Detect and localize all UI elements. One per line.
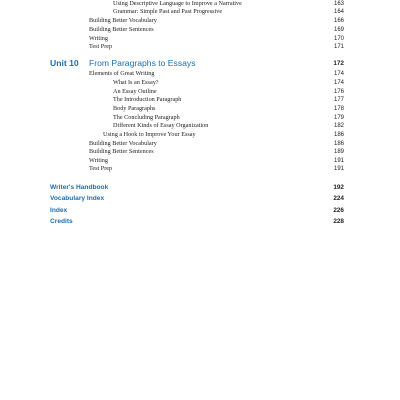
toc-entry — [0, 79, 400, 88]
toc-entry-label: An Essay Outline — [113, 88, 157, 95]
back-matter-entry — [0, 217, 400, 227]
toc-entry — [0, 17, 400, 26]
back-matter-label: Vocabulary Index — [50, 195, 105, 202]
toc-entry — [0, 96, 400, 105]
back-matter-entry — [0, 194, 400, 204]
toc-entry-label: Different Kinds of Essay Organization — [113, 122, 209, 129]
toc-entry — [0, 148, 400, 157]
toc-entry-page: 174 — [333, 71, 344, 77]
toc-entry-label: Using a Hook to Improve Your Essay — [103, 131, 196, 138]
toc-entry-label: Elements of Great Writing — [89, 70, 155, 77]
toc-entry-label: Test Prep — [89, 165, 113, 172]
toc-entry-label: Building Better Sentences — [89, 148, 154, 155]
toc-entry — [0, 165, 400, 174]
unit-number: Unit 10 — [50, 58, 79, 68]
back-matter-page: 226 — [333, 207, 344, 214]
toc-entry — [0, 26, 400, 35]
toc-entry — [0, 131, 400, 140]
toc-entry-label: The Introduction Paragraph — [113, 96, 182, 103]
toc-entry — [0, 122, 400, 131]
toc-entry-page: 171 — [333, 44, 344, 50]
unit-page-number: 172 — [333, 60, 344, 67]
toc-entry-page: 177 — [333, 97, 344, 103]
toc-entry-page: 191 — [333, 166, 344, 172]
toc-entry-page: 179 — [333, 115, 344, 121]
toc-entry-label: Writing — [89, 157, 108, 164]
toc-entry — [0, 8, 400, 17]
toc-entry-page: 186 — [333, 132, 344, 138]
toc-entry-page: 164 — [333, 9, 344, 15]
back-matter-label: Index — [50, 207, 68, 214]
toc-entry-page: 189 — [333, 149, 344, 155]
toc-entry-page: 170 — [333, 36, 344, 42]
back-matter-entry — [0, 183, 400, 193]
back-matter-page: 228 — [333, 218, 344, 225]
toc-entry — [0, 105, 400, 114]
toc-entry-label: Grammar: Simple Past and Past Progressive — [113, 8, 223, 15]
toc-entry-label: Building Better Vocabulary — [89, 17, 157, 24]
toc-entry-page: 176 — [333, 89, 344, 95]
toc-entry-label: Test Prep — [89, 43, 113, 50]
toc-entry-label: Body Paragraphs — [113, 105, 156, 112]
toc-entry-label: What Is an Essay? — [113, 79, 159, 86]
back-matter-label: Credits — [50, 218, 73, 225]
back-matter-page: 224 — [333, 195, 344, 202]
toc-entry-page: 163 — [333, 1, 344, 7]
toc-entry-label: The Concluding Paragraph — [113, 114, 180, 121]
toc-entry — [0, 43, 400, 52]
back-matter-entry — [0, 206, 400, 216]
unit-heading — [0, 58, 400, 70]
toc-entry-page: 174 — [333, 80, 344, 86]
toc-entry-label: Building Better Sentences — [89, 26, 154, 33]
toc-entry-page: 186 — [333, 141, 344, 147]
toc-entry-page: 166 — [333, 18, 344, 24]
back-matter-page: 192 — [333, 184, 344, 191]
toc-entry-label: Building Better Vocabulary — [89, 140, 157, 147]
toc-entry-page: 182 — [333, 123, 344, 129]
toc-entry-label: Writing — [89, 35, 108, 42]
unit-title: From Paragraphs to Essays — [89, 58, 196, 68]
toc-entry-page: 169 — [333, 27, 344, 33]
toc-entry-page: 178 — [333, 106, 344, 112]
toc-entry-page: 191 — [333, 158, 344, 164]
back-matter-label: Writer's Handbook — [50, 184, 109, 191]
toc-entry — [0, 70, 400, 79]
toc-entry-label: Using Descriptive Language to Improve a Narrative — [113, 0, 242, 7]
